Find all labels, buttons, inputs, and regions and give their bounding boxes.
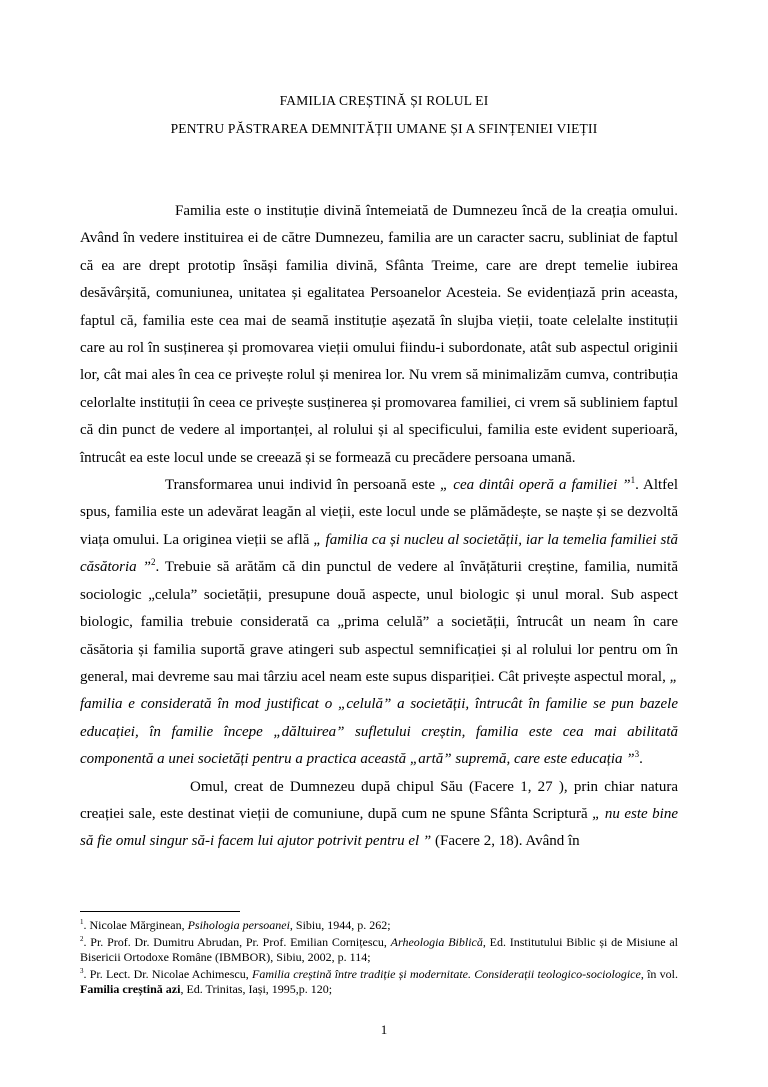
footnote-text: , Ed. Trinitas, Iași, 1995,p. 120; — [180, 982, 333, 996]
footnote-work-title: Familia creștină între tradiție și modernitate. Considerații teologico-sociologice — [251, 966, 641, 981]
quote-4: „ nu este bine să fie omul singur să-i facem lui ajutor potrivit pentru el ” — [80, 805, 678, 850]
footnote-1 — [80, 918, 678, 934]
page-number: 1 — [380, 1022, 388, 1037]
footnote-separator — [80, 911, 240, 912]
footnote-ref-3: 3 — [634, 749, 640, 760]
footnote-number: 2 — [80, 934, 84, 943]
footnote-work-title: Arheologia Biblică — [390, 934, 483, 949]
footnote-2 — [80, 935, 678, 966]
footnote-volume-title: Familia creștină azi — [80, 982, 181, 996]
paragraph-2-text-1: Transformarea unui individ în persoană este — [165, 477, 440, 494]
paragraph-3-text-1: Omul, creat de Dumnezeu după chipul Său (Facere 1, 27 ), prin chiar natura creației sale, este destinat vieții de comuniune, după cum ne spune Sfânta Scriptură — [80, 778, 678, 822]
footnote-text: , în vol. — [640, 966, 679, 981]
footnote-text: , Sibiu, 1944, p. 262; — [289, 918, 391, 932]
body-text — [80, 198, 678, 856]
paragraph-1: Familia este o instituție divină întemeiată de Dumnezeu încă de la creația omului. Având în vedere instituirea ei de către Dumnezeu, familia are un caracter sacru, subliniat de faptul că ea are drept prototip însăși familia divină, Sfânta Treime, care are drept temelie iubirea desăvârșită, comuniunea, unitatea și egalitatea Persoanelor Acesteia. Se evidențiază prin aceasta, faptul că, familia este cea mai de seamă instituție așezată în slujba vieții, toate celelalte instituții care au rol în susținerea și promovarea vieții omului fiindu-i subordonate, atât sub aspectul originii lor, cât mai ales în cea ce privește rolul și menirea lor. Nu vrem să minimalizăm cumva, contribuția celorlalte instituții în ceea ce privește susținerea și promovarea familiei, ci vrem să subliniem faptul că din punct de vedere al importanței, al rolului și al specificului, familia este evident superioară, întrucât ea este locul unde se creează și se formează cu precădere persoana umană. — [80, 203, 678, 466]
quote-3: „ familia e considerată în mod justificat o „celulă” a societății, întrucât în familie se pun bazele educației, în familie începe „dăltuirea” sufletului creștin, familia este cea mai abilitată componentă a unei societăți pentru a practica această „artă” supremă, care este educația ” — [80, 668, 678, 768]
footnote-ref-1: 1 — [630, 475, 636, 486]
footnote-text: . Nicolae Mărginean, — [83, 918, 188, 932]
footnote-number: 3 — [80, 966, 84, 975]
footnote-text: . Pr. Lect. Dr. Nicolae Achimescu, — [83, 966, 252, 981]
footnote-3 — [80, 967, 678, 998]
footnote-ref-2: 2 — [150, 557, 156, 568]
paragraph-3 — [80, 774, 678, 856]
footnote-work-title: Psihologia persoanei — [187, 918, 290, 932]
footnotes — [80, 918, 678, 999]
footnote-text: , Ed. Institutului Biblic și de Misiune al Bisericii Ortodoxe Române (IBMBOR), Sibiu, 2002, p. 114; — [80, 934, 679, 964]
title-line-1: FAMILIA CREȘTINĂ ȘI ROLUL EI — [279, 93, 489, 108]
paragraph-2-text-4: . — [639, 751, 643, 768]
footnote-text: . Pr. Prof. Dr. Dumitru Abrudan, Pr. Prof. Emilian Cornițescu, — [83, 934, 391, 949]
paragraph-2-text-3: . Trebuie să arătăm că din punctul de vedere al învățăturii creștine, familia, numită sociologic „celula” societății, presupune două aspecte, unul biologic și unul moral. Sub aspect biologic, familia trebuie considerată ca „prima celulă” a societății, întrucât un neam în care căsătoria și familia suportă grave atingeri sub aspectul semnificației și al rolului lor pentru om în general, mai devreme sau mai târziu acel neam este supus dispariției. Cât privește aspectul moral, — [80, 559, 679, 685]
paragraph-2-text-2: . Altfel spus, familia este un adevărat leagăn al vieții, este locul unde se plămădește, se naște și se dezvoltă viața omului. La originea vieții se află — [80, 477, 678, 548]
quote-2: „ familia ca și nucleu al societății, iar la temelia familiei stă căsătoria ” — [80, 531, 679, 576]
quote-1: „ cea dintâi operă a familiei ” — [440, 477, 631, 494]
title-line-2: PENTRU PĂSTRAREA DEMNITĂȚII UMANE ȘI A SFINȚENIEI VIEȚII — [170, 121, 598, 136]
paragraph-2 — [80, 472, 678, 773]
footnote-number: 1 — [80, 918, 84, 926]
paragraph-3-text-2: (Facere 2, 18). Având în — [431, 833, 580, 850]
